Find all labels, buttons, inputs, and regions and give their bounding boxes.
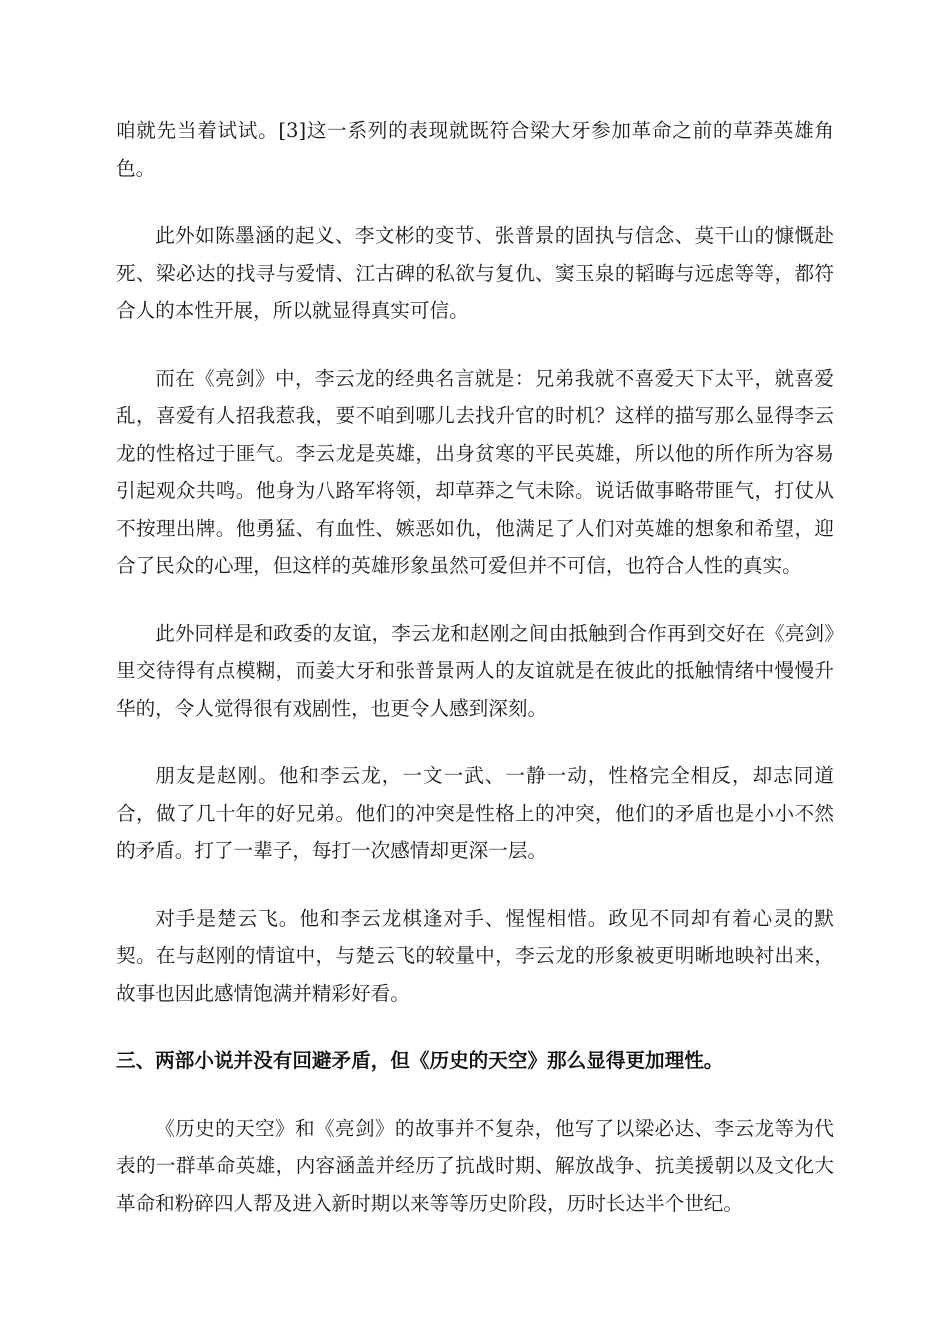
paragraph-2: 此外如陈墨涵的起义、李文彬的变节、张普景的固执与信念、莫干山的慷慨赴死、梁必达的找寻与爱情、江古碑的私欲与复仇、窦玉泉的韬晦与远虑等等，都符合人的本性开展，所以就显得真实可信。 [116,224,834,322]
paragraph-7: 《历史的天空》和《亮剑》的故事并不复杂，他写了以梁必达、李云龙等为代表的一群革命英雄，内容涵盖并经历了抗战时期、解放战争、抗美援朝以及文化大革命和粉碎四人帮及进入新时期以来等等历史阶段，历时长达半个世纪。 [116,1116,834,1215]
document-body [116,112,834,1252]
paragraph-4: 此外同样是和政委的友谊，李云龙和赵刚之间由抵触到合作再到交好在《亮剑》里交待得有点模糊，而姜大牙和张普景两人的友谊就是在彼此的抵触情绪中慢慢升华的，令人觉得很有戏剧性，也更令人感到深刻。 [116,621,834,720]
section-heading: 三、两部小说并没有回避矛盾，但《历史的天空》那么显得更加理性。 [116,1049,724,1072]
paragraph-1: 咱就先当着试试。[3]这一系列的表现就既符合梁大牙参加革命之前的草莽英雄角色。 [116,119,834,180]
paragraph-5: 朋友是赵刚。他和李云龙，一文一武、一静一动，性格完全相反，却志同道合，做了几十年的好兄弟。他们的冲突是性格上的冲突，他们的矛盾也是小小不然的矛盾。打了一辈子，每打一次感情却更深一层。 [116,764,834,862]
paragraph-6: 对手是楚云飞。他和李云龙棋逢对手、惺惺相惜。政见不同却有着心灵的默契。在与赵刚的情谊中，与楚云飞的较量中，李云龙的形象被更明晰地映衬出来，故事也因此感情饱满并精彩好看。 [116,906,834,1005]
paragraph-3: 而在《亮剑》中，李云龙的经典名言就是：兄弟我就不喜爱天下太平，就喜爱乱，喜爱有人招我惹我，要不咱到哪儿去找升官的时机？这样的描写那么显得李云龙的性格过于匪气。李云龙是英雄，出身贫寒的平民英雄，所以他的所作所为容易引起观众共鸣。他身为八路军将领，却草莽之气未除。说话做事略带匪气，打仗从不按理出牌。他勇猛、有血性、嫉恶如仇，他满足了人们对英雄的想象和希望，迎合了民众的心理，但这样的英雄形象虽然可爱但并不可信，也符合人性的真实。 [116,366,834,577]
